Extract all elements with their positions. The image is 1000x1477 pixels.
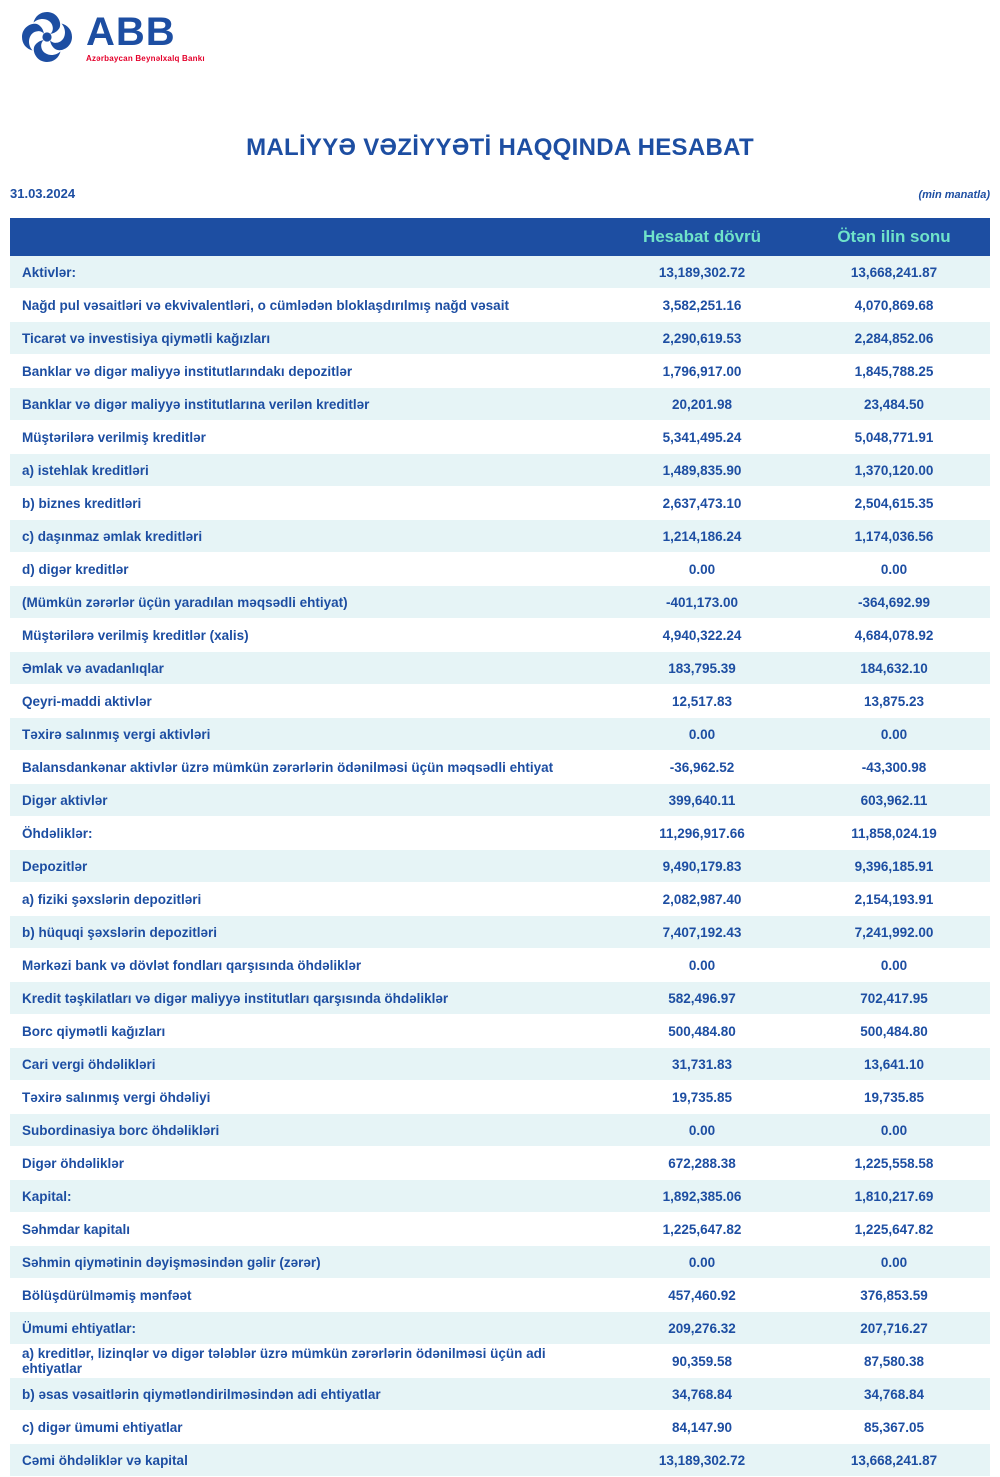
row-label: Müştərilərə verilmiş kreditlər (10, 421, 606, 454)
row-label: Subordinasiya borc öhdəlikləri (10, 1114, 606, 1147)
row-value-current: 4,940,322.24 (606, 619, 798, 652)
row-value-current: 2,082,987.40 (606, 883, 798, 916)
row-label: d) digər kreditlər (10, 553, 606, 586)
row-value-previous: 0.00 (798, 1246, 990, 1279)
row-label: b) biznes kreditləri (10, 487, 606, 520)
row-value-current: 209,276.32 (606, 1312, 798, 1345)
row-value-current: 672,288.38 (606, 1147, 798, 1180)
row-value-previous: -43,300.98 (798, 751, 990, 784)
row-label: Bölüşdürülməmiş mənfəət (10, 1279, 606, 1312)
bank-logo (18, 8, 205, 66)
row-label: Ticarət və investisiya qiymətli kağızları (10, 322, 606, 355)
row-value-current: 1,892,385.06 (606, 1180, 798, 1213)
report-meta (10, 186, 990, 201)
row-value-current: 5,341,495.24 (606, 421, 798, 454)
row-value-current: 11,296,917.66 (606, 817, 798, 850)
row-value-previous: 184,632.10 (798, 652, 990, 685)
row-value-previous: 2,154,193.91 (798, 883, 990, 916)
row-value-previous: 23,484.50 (798, 388, 990, 421)
table-row (10, 916, 990, 949)
row-value-previous: 603,962.11 (798, 784, 990, 817)
row-label: Cəmi öhdəliklər və kapital (10, 1444, 606, 1477)
row-label: Öhdəliklər: (10, 817, 606, 850)
table-row (10, 1147, 990, 1180)
row-value-current: 34,768.84 (606, 1378, 798, 1411)
row-label: Nağd pul vəsaitləri və ekvivalentləri, o cümlədən bloklaşdırılmış nağd vəsait (10, 289, 606, 322)
row-label: Mərkəzi bank və dövlət fondları qarşısında öhdəliklər (10, 949, 606, 982)
row-value-previous: 0.00 (798, 718, 990, 751)
row-value-current: 0.00 (606, 718, 798, 751)
table-row (10, 982, 990, 1015)
row-value-current: 2,290,619.53 (606, 322, 798, 355)
row-value-current: 19,735.85 (606, 1081, 798, 1114)
row-value-current: 3,582,251.16 (606, 289, 798, 322)
row-label: Səhmdar kapitalı (10, 1213, 606, 1246)
row-label: a) kreditlər, lizinqlər və digər tələblər üzrə mümkün zərərlərin ödənilməsi üçün adi ehtiyatlar (10, 1345, 606, 1378)
row-label: a) fiziki şəxslərin depozitləri (10, 883, 606, 916)
row-value-previous: 0.00 (798, 1114, 990, 1147)
row-value-previous: 207,716.27 (798, 1312, 990, 1345)
table-row (10, 1378, 990, 1411)
table-row (10, 553, 990, 586)
table-row (10, 1312, 990, 1345)
row-label: Əmlak və avadanlıqlar (10, 652, 606, 685)
row-value-previous: 500,484.80 (798, 1015, 990, 1048)
table-row (10, 586, 990, 619)
table-row (10, 355, 990, 388)
column-header-current-period: Hesabat dövrü (606, 218, 798, 256)
row-value-previous: 85,367.05 (798, 1411, 990, 1444)
row-value-current: 13,189,302.72 (606, 256, 798, 289)
row-label: Cari vergi öhdəlikləri (10, 1048, 606, 1081)
row-value-previous: 13,875.23 (798, 685, 990, 718)
row-value-current: 183,795.39 (606, 652, 798, 685)
table-row (10, 850, 990, 883)
row-value-current: 2,637,473.10 (606, 487, 798, 520)
row-value-previous: 13,641.10 (798, 1048, 990, 1081)
logo-tagline: Azərbaycan Beynəlxalq Bankı (86, 53, 205, 63)
row-label: Digər aktivlər (10, 784, 606, 817)
row-label: Ümumi ehtiyatlar: (10, 1312, 606, 1345)
table-row (10, 718, 990, 751)
row-value-previous: 13,668,241.87 (798, 1444, 990, 1477)
table-row (10, 1081, 990, 1114)
table-row (10, 1015, 990, 1048)
table-row (10, 1213, 990, 1246)
table-row (10, 1345, 990, 1378)
table-body (10, 256, 990, 1477)
row-value-previous: 376,853.59 (798, 1279, 990, 1312)
abb-swirl-logo-icon (18, 8, 76, 66)
row-label: Müştərilərə verilmiş kreditlər (xalis) (10, 619, 606, 652)
row-value-current: 20,201.98 (606, 388, 798, 421)
table-row (10, 619, 990, 652)
table-row (10, 1114, 990, 1147)
table-row (10, 652, 990, 685)
row-value-previous: 1,225,647.82 (798, 1213, 990, 1246)
row-value-current: 1,214,186.24 (606, 520, 798, 553)
row-value-previous: 2,284,852.06 (798, 322, 990, 355)
table-row (10, 817, 990, 850)
row-value-previous: 1,370,120.00 (798, 454, 990, 487)
row-value-current: 13,189,302.72 (606, 1444, 798, 1477)
table-row (10, 949, 990, 982)
table-header (10, 218, 990, 256)
row-value-current: 457,460.92 (606, 1279, 798, 1312)
row-value-current: 399,640.11 (606, 784, 798, 817)
row-value-current: 84,147.90 (606, 1411, 798, 1444)
row-label: b) əsas vəsaitlərin qiymətləndirilməsindən adi ehtiyatlar (10, 1378, 606, 1411)
row-value-current: 31,731.83 (606, 1048, 798, 1081)
table-row (10, 784, 990, 817)
row-label: Depozitlər (10, 850, 606, 883)
row-label: b) hüquqi şəxslərin depozitləri (10, 916, 606, 949)
row-value-previous: 4,684,078.92 (798, 619, 990, 652)
column-header-label (10, 218, 606, 256)
row-value-current: 12,517.83 (606, 685, 798, 718)
table-row (10, 454, 990, 487)
row-label: (Mümkün zərərlər üçün yaradılan məqsədli ehtiyat) (10, 586, 606, 619)
row-label: Kredit təşkilatları və digər maliyyə institutları qarşısında öhdəliklər (10, 982, 606, 1015)
report-date: 31.03.2024 (10, 186, 76, 201)
row-value-previous: 4,070,869.68 (798, 289, 990, 322)
row-value-previous: 1,810,217.69 (798, 1180, 990, 1213)
row-value-previous: 7,241,992.00 (798, 916, 990, 949)
table-row (10, 1444, 990, 1477)
row-value-current: -36,962.52 (606, 751, 798, 784)
row-value-previous: 0.00 (798, 949, 990, 982)
table-row (10, 1180, 990, 1213)
row-label: Təxirə salınmış vergi öhdəliyi (10, 1081, 606, 1114)
table-row (10, 388, 990, 421)
table-row (10, 520, 990, 553)
row-label: Borc qiymətli kağızları (10, 1015, 606, 1048)
row-value-previous: 5,048,771.91 (798, 421, 990, 454)
table-row (10, 322, 990, 355)
row-value-current: -401,173.00 (606, 586, 798, 619)
row-value-current: 1,796,917.00 (606, 355, 798, 388)
table-row (10, 751, 990, 784)
table-header-row (10, 218, 990, 256)
row-value-current: 500,484.80 (606, 1015, 798, 1048)
table-row (10, 685, 990, 718)
row-value-previous: 2,504,615.35 (798, 487, 990, 520)
row-value-previous: 9,396,185.91 (798, 850, 990, 883)
row-value-previous: 19,735.85 (798, 1081, 990, 1114)
row-value-previous: 702,417.95 (798, 982, 990, 1015)
row-value-current: 1,489,835.90 (606, 454, 798, 487)
logo-wordmark: ABB (86, 9, 176, 54)
row-value-previous: 13,668,241.87 (798, 256, 990, 289)
row-label: Qeyri-maddi aktivlər (10, 685, 606, 718)
row-value-current: 0.00 (606, 1114, 798, 1147)
row-value-previous: 11,858,024.19 (798, 817, 990, 850)
row-value-current: 1,225,647.82 (606, 1213, 798, 1246)
row-label: Digər öhdəliklər (10, 1147, 606, 1180)
row-label: c) digər ümumi ehtiyatlar (10, 1411, 606, 1444)
table-row (10, 1279, 990, 1312)
row-value-previous: -364,692.99 (798, 586, 990, 619)
row-label: c) daşınmaz əmlak kreditləri (10, 520, 606, 553)
row-value-current: 582,496.97 (606, 982, 798, 1015)
table-row (10, 1246, 990, 1279)
column-header-previous-year-end: Ötən ilin sonu (798, 218, 990, 256)
report-units: (min manatla) (918, 189, 990, 201)
page-title: MALİYYƏ VƏZİYYƏTİ HAQQINDA HESABAT (246, 134, 754, 161)
row-value-previous: 1,845,788.25 (798, 355, 990, 388)
row-value-current: 90,359.58 (606, 1345, 798, 1378)
row-value-previous: 1,174,036.56 (798, 520, 990, 553)
row-value-previous: 34,768.84 (798, 1378, 990, 1411)
row-label: Banklar və digər maliyyə institutlarına verilən kreditlər (10, 388, 606, 421)
table-row (10, 1048, 990, 1081)
row-value-current: 0.00 (606, 1246, 798, 1279)
table-row (10, 487, 990, 520)
row-value-current: 0.00 (606, 949, 798, 982)
table-row (10, 883, 990, 916)
row-value-previous: 87,580.38 (798, 1345, 990, 1378)
row-value-current: 7,407,192.43 (606, 916, 798, 949)
table-row (10, 289, 990, 322)
row-label: Kapital: (10, 1180, 606, 1213)
table-row (10, 421, 990, 454)
row-label: Banklar və digər maliyyə institutlarındakı depozitlər (10, 355, 606, 388)
row-value-previous: 1,225,558.58 (798, 1147, 990, 1180)
financial-table (10, 218, 990, 1477)
row-label: Təxirə salınmış vergi aktivləri (10, 718, 606, 751)
row-label: Aktivlər: (10, 256, 606, 289)
row-value-previous: 0.00 (798, 553, 990, 586)
table-row (10, 256, 990, 289)
financial-table-wrapper (10, 218, 990, 1477)
row-label: Balansdankənar aktivlər üzrə mümkün zərərlərin ödənilməsi üçün məqsədli ehtiyat (10, 751, 606, 784)
row-label: a) istehlak kreditləri (10, 454, 606, 487)
row-value-current: 0.00 (606, 553, 798, 586)
table-row (10, 1411, 990, 1444)
row-value-current: 9,490,179.83 (606, 850, 798, 883)
row-label: Səhmin qiymətinin dəyişməsindən gəlir (zərər) (10, 1246, 606, 1279)
